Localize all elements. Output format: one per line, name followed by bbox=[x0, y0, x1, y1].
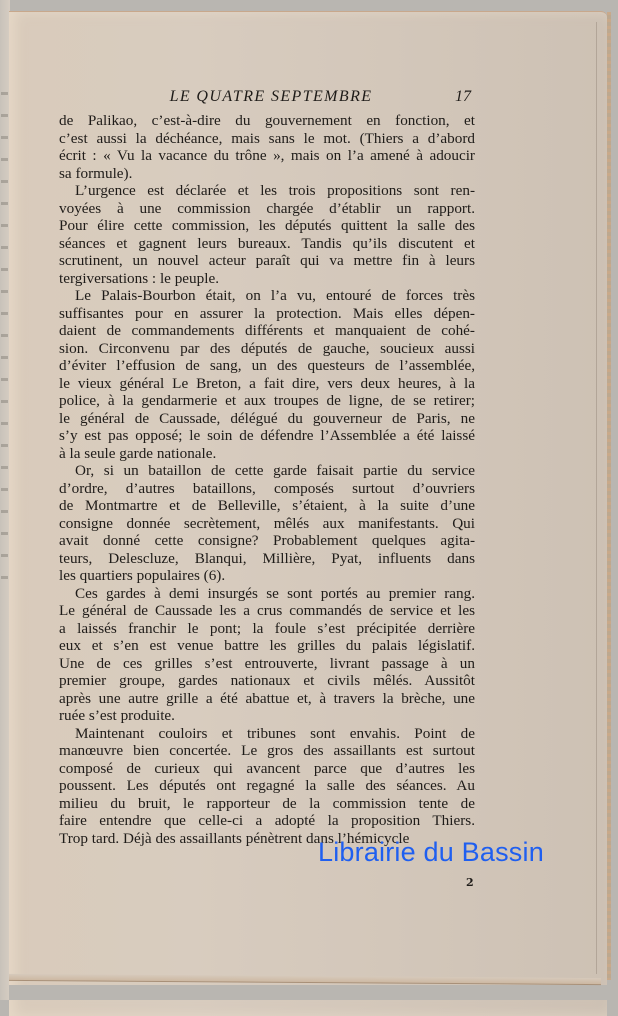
paragraph bbox=[59, 112, 475, 182]
text-line: avait donné cette consigne? Probablement quelques agita- bbox=[59, 532, 475, 549]
text-line: s’y est pas opposé; le soin de défendre l’Assemblée a été laissé bbox=[59, 427, 475, 444]
text-line: Maintenant couloirs et tribunes sont envahis. Point de bbox=[75, 724, 475, 742]
text-line: milieu du bruit, le rapporteur de la commission tente de bbox=[59, 794, 475, 812]
page-fold-line bbox=[596, 22, 597, 974]
paragraph bbox=[59, 287, 475, 462]
running-head bbox=[59, 88, 475, 108]
body-text bbox=[59, 112, 475, 847]
text-line: après une autre grille a été abattue et, à travers la brèche, une bbox=[59, 689, 475, 707]
paragraph bbox=[59, 182, 475, 287]
printer-signature-mark: 2 bbox=[466, 876, 474, 889]
text-line: poussent. Les députés ont regagné la salle des séances. Au bbox=[59, 777, 475, 794]
text-line: scrutinent, un nouvel acteur paraît qui va mettre fin à leurs bbox=[59, 252, 475, 269]
page-number: 17 bbox=[455, 88, 471, 105]
text-line: Trop tard. Déjà des assaillants pénètrent dans l’hémicycle bbox=[59, 829, 410, 847]
text-line: faire entendre que celle-ci a adopté la proposition Thiers. bbox=[59, 812, 475, 829]
paragraph bbox=[59, 462, 475, 585]
text-line: d’éviter l’effusion de sang, un des questeurs de l’assemblée, bbox=[59, 357, 475, 374]
text-line: manœuvre bien concertée. Le gros des assaillants est surtout bbox=[59, 742, 475, 759]
text-line: premier groupe, gardes nationaux et civils mêlés. Aussitôt bbox=[59, 672, 475, 689]
text-line: le général de Caussade, délégué du gouverneur de Paris, ne bbox=[59, 409, 475, 427]
background-bottom bbox=[9, 985, 607, 1000]
text-line: eux et s’en est venue battre les grilles du palais législatif. bbox=[59, 637, 475, 654]
text-line: Une de ces grilles s’est entrouverte, livrant passage à un bbox=[59, 654, 475, 672]
text-line: Le général de Caussade les a crus commandés de service et les bbox=[59, 602, 475, 619]
text-line: d’ordre, d’autres bataillons, composés surtout d’ouvriers bbox=[59, 479, 475, 497]
text-line: suffisantes pour en assurer la protection. Mais elles dépen- bbox=[59, 304, 475, 322]
text-line: sa formule). bbox=[59, 164, 133, 182]
deckled-right-edge bbox=[607, 12, 611, 980]
text-line: Le Palais-Bourbon était, on l’a vu, entouré de forces très bbox=[75, 287, 475, 304]
text-line: les quartiers populaires (6). bbox=[59, 567, 226, 584]
text-line: Ces gardes à demi insurgés se sont portés au premier rang. bbox=[75, 584, 475, 602]
watermark: Librairie du Bassin bbox=[318, 837, 544, 867]
text-line: le vieux général Le Breton, a fait dire, vers deux heures, à la bbox=[59, 374, 475, 392]
text-line: composé de curieux qui avancent parce que d’autres les bbox=[59, 759, 475, 777]
text-line: teurs, Delescluze, Blanqui, Millière, Pyat, influents dans bbox=[59, 549, 475, 567]
text-line: voyées à une commission chargée d’établir un rapport. bbox=[59, 199, 475, 217]
text-line: c’est aussi la déchéance, mais sans le mot. (Thiers a d’abord bbox=[59, 129, 475, 147]
text-line: séances et gagnent leurs bureaux. Tandis qu’ils discutent et bbox=[59, 234, 475, 252]
text-line: Or, si un bataillon de cette garde faisait partie du service bbox=[75, 462, 475, 479]
paragraph bbox=[59, 585, 475, 725]
text-line: de Montmartre et de Belleville, s’étaient, à la suite d’une bbox=[59, 497, 475, 514]
running-head-title: LE QUATRE SEPTEMBRE bbox=[169, 88, 373, 105]
text-line: police, à la gendarmerie et aux troupes de ligne, de se retirer; bbox=[59, 392, 475, 409]
text-line: daient de commandements différents et manquaient de cohé- bbox=[59, 322, 475, 339]
text-line: sion. Circonvenu par des députés de gauche, soucieux aussi bbox=[59, 339, 475, 357]
text-line: L’urgence est déclarée et les trois propositions sont ren- bbox=[75, 182, 475, 199]
adjacent-page-text-marks bbox=[1, 80, 8, 580]
paragraph bbox=[59, 725, 475, 848]
text-line: à la seule garde nationale. bbox=[59, 444, 217, 462]
text-line: consigne donnée secrètement, mêlés aux manifestants. Qui bbox=[59, 514, 475, 532]
text-line: de Palikao, c’est-à-dire du gouvernement en fonction, et bbox=[59, 112, 475, 129]
text-line: Pour élire cette commission, les députés quittent la salle des bbox=[59, 217, 475, 234]
text-line: a laissés franchir le pont; la foule s’est précipitée derrière bbox=[59, 619, 475, 637]
text-line: écrit : « Vu la vacance du trône », mais on l’a amené à adoucir bbox=[59, 147, 475, 164]
text-line: ruée s’est produite. bbox=[59, 707, 175, 724]
text-line: tergiversations : le peuple. bbox=[59, 269, 219, 287]
